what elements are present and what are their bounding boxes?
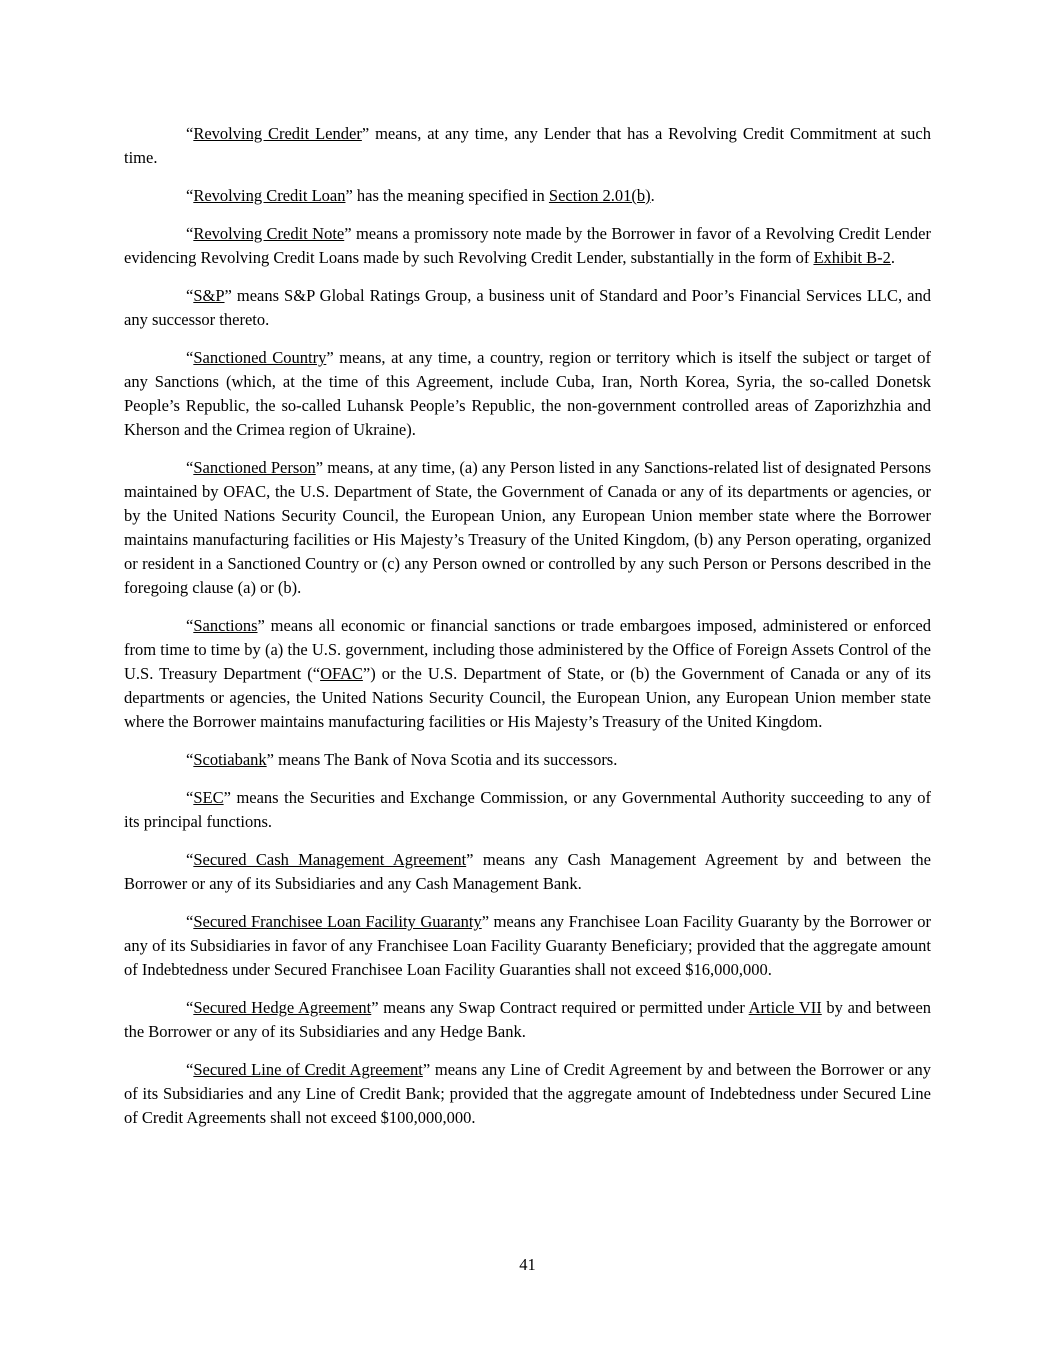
definition-paragraph [124,184,931,208]
defined-term: Scotiabank [193,750,267,769]
defined-term: Secured Hedge Agreement [193,998,372,1017]
paragraph-text: “ [186,912,194,931]
paragraph-text: . [650,186,655,205]
paragraph-text: ” means, at any time, a country, region or territory which is itself the subject or target of any Sanctions (which, at the time of this Agreement, include Cuba, Iran, North Korea, Syria, the so-called Donetsk People’s Republic, the so-called Luhansk People’s Republic, the non-government controlled areas of Zaporizhzhia and Kherson and the Crimea region of Ukraine). [124,348,931,439]
defined-term: Secured Line of Credit Agreement [193,1060,423,1079]
paragraph-text: “ [186,286,194,305]
definition-paragraph [124,1058,931,1130]
paragraph-text: ” means The Bank of Nova Scotia and its successors. [266,750,618,769]
defined-term: Revolving Credit Lender [193,124,362,143]
definition-paragraph [124,456,931,600]
paragraph-text: ” means the Securities and Exchange Commission, or any Governmental Authority succeeding to any of its principal functions. [124,788,931,831]
defined-term: Sanctions [193,616,258,635]
defined-term: S&P [193,286,225,305]
paragraph-text: “ [186,1060,194,1079]
paragraph-text: ” means, at any time, any Lender that has a Revolving Credit Commitment at such time. [124,124,931,167]
paragraph-text: ” means any Line of Credit Agreement by and between the Borrower or any of its Subsidiaries and any Line of Credit Bank; provided that the aggregate amount of Indebtedness under Secured Line of Credit Agreements shall not exceed $100,000,000. [124,1060,931,1127]
paragraph-text: ” means any Franchisee Loan Facility Guaranty by the Borrower or any of its Subsidiaries in favor of any Franchisee Loan Facility Guaranty Beneficiary; provided that the aggregate amount of Indebtedness under Secured Franchisee Loan Facility Guaranties shall not exceed $16,000,000. [124,912,931,979]
paragraph-text: . [890,248,896,267]
paragraph-text: ”) or the U.S. Department of State, or (b) the Government of Canada or any of its departments or agencies, the United Nations Security Council, the European Union, any European Union member state where the Borrower maintains manufacturing facilities or His Majesty’s Treasury of the United Kingdom. [124,664,931,731]
defined-term: Revolving Credit Note [193,224,345,243]
paragraph-text: ” means S&P Global Ratings Group, a business unit of Standard and Poor’s Financial Services LLC, and any successor thereto. [124,286,931,329]
paragraph-text: “ [186,124,194,143]
cross-reference: Section 2.01(b) [548,186,651,205]
paragraph-text: by and between the Borrower or any of its Subsidiaries and any Hedge Bank. [124,998,932,1041]
defined-term: Revolving Credit Loan [193,186,346,205]
defined-term: Secured Cash Management Agreement [193,850,467,869]
paragraph-text: “ [186,224,194,243]
definitions-section [124,122,931,1130]
page-number: 41 [519,1255,536,1274]
cross-reference: Article VII [748,998,822,1017]
defined-term: Secured Franchisee Loan Facility Guaranty [193,912,482,931]
definition-paragraph [124,848,931,896]
paragraph-text: ” has the meaning specified in [345,186,549,205]
definition-paragraph [124,786,931,834]
paragraph-text: ” means any Swap Contract required or permitted under [371,998,749,1017]
paragraph-text: ” means, at any time, (a) any Person listed in any Sanctions-related list of designated Persons maintained by OFAC, the U.S. Department of State, the Government of Canada or any of its departments or agencies, or by the United Nations Security Council, the European Union, any European Union member state where the Borrower maintains manufacturing facilities or His Majesty’s Treasury of the United Kingdom, (b) any Person operating, organized or resident in a Sanctioned Country or (c) any Person owned or controlled by any such Person or Persons described in the foregoing clause (a) or (b). [124,458,931,597]
paragraph-text: “ [186,850,194,869]
definition-paragraph [124,284,931,332]
definition-paragraph [124,748,931,772]
paragraph-text: “ [186,998,194,1017]
paragraph-text: ” means all economic or financial sanctions or trade embargoes imposed, administered or enforced from time to time by (a) the U.S. government, including those administered by the Office of Foreign Assets Control of the U.S. Treasury Department (“ [124,616,931,683]
paragraph-text: “ [186,616,194,635]
defined-term: Sanctioned Country [193,348,327,367]
paragraph-text: ” means any Cash Management Agreement by and between the Borrower or any of its Subsidiaries and any Cash Management Bank. [124,850,931,893]
defined-term: SEC [193,788,224,807]
definition-paragraph [124,122,931,170]
paragraph-text: “ [186,348,194,367]
paragraph-text: “ [186,186,194,205]
paragraph-text: “ [186,788,194,807]
definition-paragraph [124,910,931,982]
cross-reference: Exhibit B-2 [813,248,891,267]
definition-paragraph [124,222,931,270]
paragraph-text: “ [186,458,194,477]
defined-term: OFAC [320,664,363,683]
paragraph-text: “ [186,750,194,769]
definition-paragraph [124,614,931,734]
defined-term: Sanctioned Person [193,458,316,477]
definition-paragraph [124,346,931,442]
paragraph-text: ” means a promissory note made by the Borrower in favor of a Revolving Credit Lender evidencing Revolving Credit Loans made by such Revolving Credit Lender, substantially in the form of [124,224,931,267]
definition-paragraph [124,996,931,1044]
